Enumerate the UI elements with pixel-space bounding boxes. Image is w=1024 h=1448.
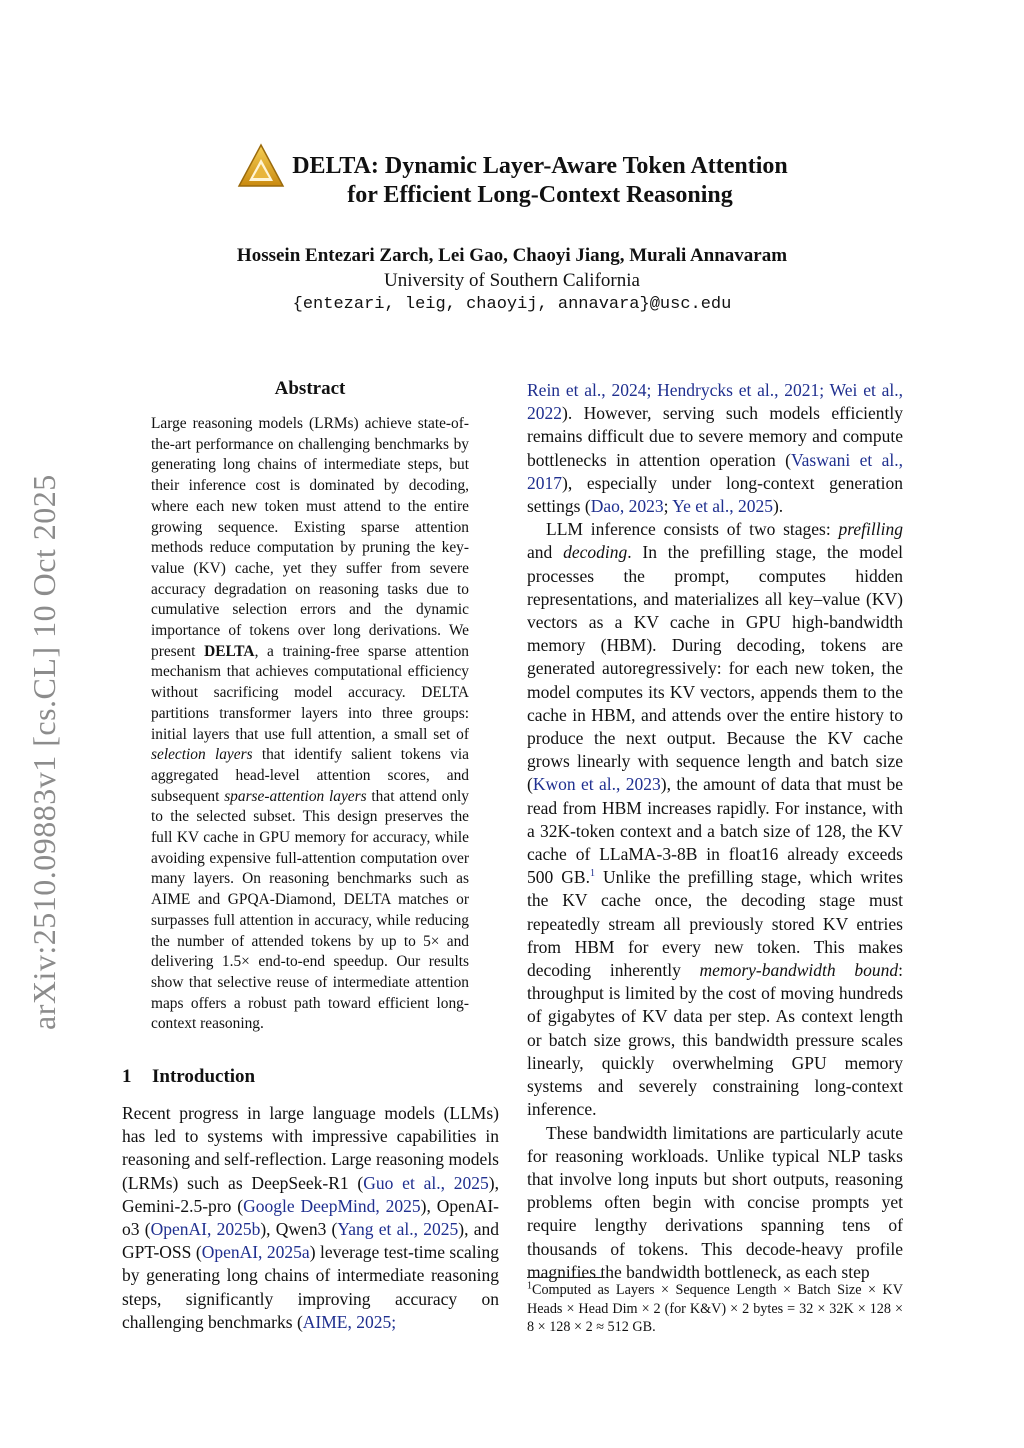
abstract-emphasis: selection layers xyxy=(151,746,253,764)
body-text: ). xyxy=(772,496,784,517)
title-block xyxy=(0,152,1024,210)
section-title: Introduction xyxy=(152,1066,256,1087)
footnote-divider xyxy=(527,1277,602,1278)
footnote-text: Computed as Layers × Sequence Length × Batch Size × KV Heads × Head Dim × 2 (for K&V) × 2 bytes = 32 × 32K × 128 × 8 × 128 × 2 ≈ 512 GB. xyxy=(527,1282,903,1335)
citation-link[interactable]: OpenAI, 2025a xyxy=(201,1242,310,1263)
citation-link[interactable]: AIME, 2025; xyxy=(302,1311,397,1332)
citation-link[interactable]: Vaswani et al., 2017 xyxy=(527,449,903,493)
body-text: ), especially under long-context generation settings ( xyxy=(527,472,903,517)
abstract-text: Large reasoning models (LRMs) achieve state-of-the-art performance on challenging benchmarks by generating long chains of intermediate steps, but their inference cost is dominated by decoding, where each new token must attend to the entire growing sequence. Existing sparse attention methods reduce computation by pruning the key-value (KV) cache, yet they suffer from severe accuracy degradation on reasoning tasks due to cumulative selection errors and the dynamic importance of tokens over long derivations. We present xyxy=(151,415,469,660)
paragraph xyxy=(527,379,903,518)
title-line-1: DELTA: Dynamic Layer-Aware Token Attention xyxy=(292,153,788,179)
body-text: Recent progress in large language models (LLMs) has led to systems with impressive capabilities in reasoning and self-reflection. Large reasoning models (LRMs) such as DeepSeek-R1 ( xyxy=(122,1103,499,1193)
paragraph xyxy=(122,1102,499,1334)
intro-left-column xyxy=(122,1102,499,1334)
section-number: 1 xyxy=(122,1066,132,1087)
paper-title xyxy=(292,152,788,210)
intro-right-column xyxy=(527,379,903,1284)
footnote xyxy=(527,1281,903,1337)
body-text: Unlike the prefilling stage, which writes the KV cache once, the decoding stage must repeatedly stream all previously stored KV entries from HBM for every new token. This makes decoding inherently xyxy=(527,867,904,981)
abstract-text: that identify salient tokens via aggregated head-level attention scores, and subsequent xyxy=(151,746,469,805)
abstract-text: , a training-free sparse attention mechanism that achieves computational efficiency without sacrificing model accuracy. DELTA partitions transformer layers into three groups: initial layers that use full attention, a small set of xyxy=(151,642,469,743)
body-text: ), and GPT-OSS ( xyxy=(122,1219,499,1263)
emphasis-text: decoding xyxy=(563,542,628,563)
section-heading xyxy=(122,1066,255,1088)
citation-link[interactable]: Google DeepMind, 2025 xyxy=(243,1195,421,1216)
arxiv-stamp: arXiv:2510.09883v1 [cs.CL] 10 Oct 2025 xyxy=(26,474,62,1030)
paragraph: These bandwidth limitations are particularly acute for reasoning workloads. Unlike typical NLP tasks that involve long inputs but short outputs, reasoning problems often begin with concise prompts yet require lengthy derivations spanning tens of thousands of tokens. This decode-heavy profile magnifies the bandwidth bottleneck, as each step xyxy=(527,1122,903,1282)
body-text: and xyxy=(527,542,564,563)
body-text: . In the prefilling stage, the model processes the prompt, computes hidden representations, and materializes all key–value (KV) vectors as a KV cache in GPU high-bandwidth memory (HBM). During decoding, tokens are generated autoregressively: for each new token, the model computes its KV vectors, appends them to the cache in HBM, and attends over the entire history to produce the next output. Because the KV cache grows linearly with sequence length and batch size ( xyxy=(527,542,903,795)
body-text: : throughput is limited by the cost of moving hundreds of gigabytes of KV data per step. As context length or batch size grows, this bandwidth pressure scales linearly, quickly overwhelming GPU memory systems and severely constraining long-context inference. xyxy=(527,960,903,1120)
body-text: LLM inference consists of two stages: xyxy=(546,519,839,540)
citation-link[interactable]: Dao, 2023 xyxy=(590,496,664,517)
citation-link[interactable]: Ye et al., 2025 xyxy=(672,496,773,517)
body-text: ). However, serving such models efficiently remains difficult due to severe memory and compute bottlenecks in attention operation ( xyxy=(527,403,903,470)
delta-logo-icon xyxy=(236,142,286,190)
abstract-body xyxy=(151,414,469,1035)
abstract-emphasis: sparse-attention layers xyxy=(224,787,367,805)
citation-link[interactable]: Guo et al., 2025 xyxy=(363,1172,489,1193)
body-text: ) leverage test-time scaling by generating long chains of intermediate reasoning steps, significantly improving accuracy on challenging benchmarks ( xyxy=(122,1242,500,1332)
citation-link[interactable]: Rein et al., 2024; Hendrycks et al., 2021; Wei et al., 2022 xyxy=(527,380,903,424)
footnote-marker[interactable]: 1 xyxy=(589,868,595,880)
body-text: ), Gemini-2.5-pro ( xyxy=(122,1172,499,1216)
affiliation: University of Southern California xyxy=(384,270,640,291)
paragraph xyxy=(527,518,903,1121)
citation-link[interactable]: OpenAI, 2025b xyxy=(150,1219,261,1240)
body-text: ), OpenAI-o3 ( xyxy=(122,1195,499,1240)
abstract-text: that attend only to the selected subset. This design preserves the full KV cache in GPU memory for accuracy, while avoiding expensive full-attention computation over many layers. On reasoning benchmarks such as AIME and GPQA-Diamond, DELTA matches or surpasses full attention in accuracy, while reducing the number of attended tokens by up to 5× and delivering 1.5× end-to-end speedup. Our results show that selective reuse of intermediate attention maps offers a robust path toward efficient long-context reasoning. xyxy=(151,787,470,1033)
body-text: ), Qwen3 ( xyxy=(260,1219,338,1240)
title-line-2: for Efficient Long-Context Reasoning xyxy=(347,182,733,208)
body-text: ; xyxy=(663,496,673,517)
citation-link[interactable]: Kwon et al., 2023 xyxy=(532,774,661,795)
emphasis-text: memory-bandwidth bound xyxy=(699,960,899,981)
abstract-delta: DELTA xyxy=(204,642,255,660)
authors: Hossein Entezari Zarch, Lei Gao, Chaoyi Jiang, Murali Annavaram xyxy=(236,245,788,266)
citation-link[interactable]: Yang et al., 2025 xyxy=(337,1219,459,1240)
abstract-heading: Abstract xyxy=(274,378,346,399)
footnote-number: 1 xyxy=(527,1280,532,1292)
email: {entezari, leig, chaoyij, annavara}@usc.edu xyxy=(292,295,732,314)
body-text: ), the amount of data that must be read from HBM increases rapidly. For instance, with a 32K-token context and a batch size of 128, the KV cache of LLaMA-3-8B in float16 already exceeds 500 GB. xyxy=(527,774,903,888)
emphasis-text: prefilling xyxy=(838,519,903,540)
